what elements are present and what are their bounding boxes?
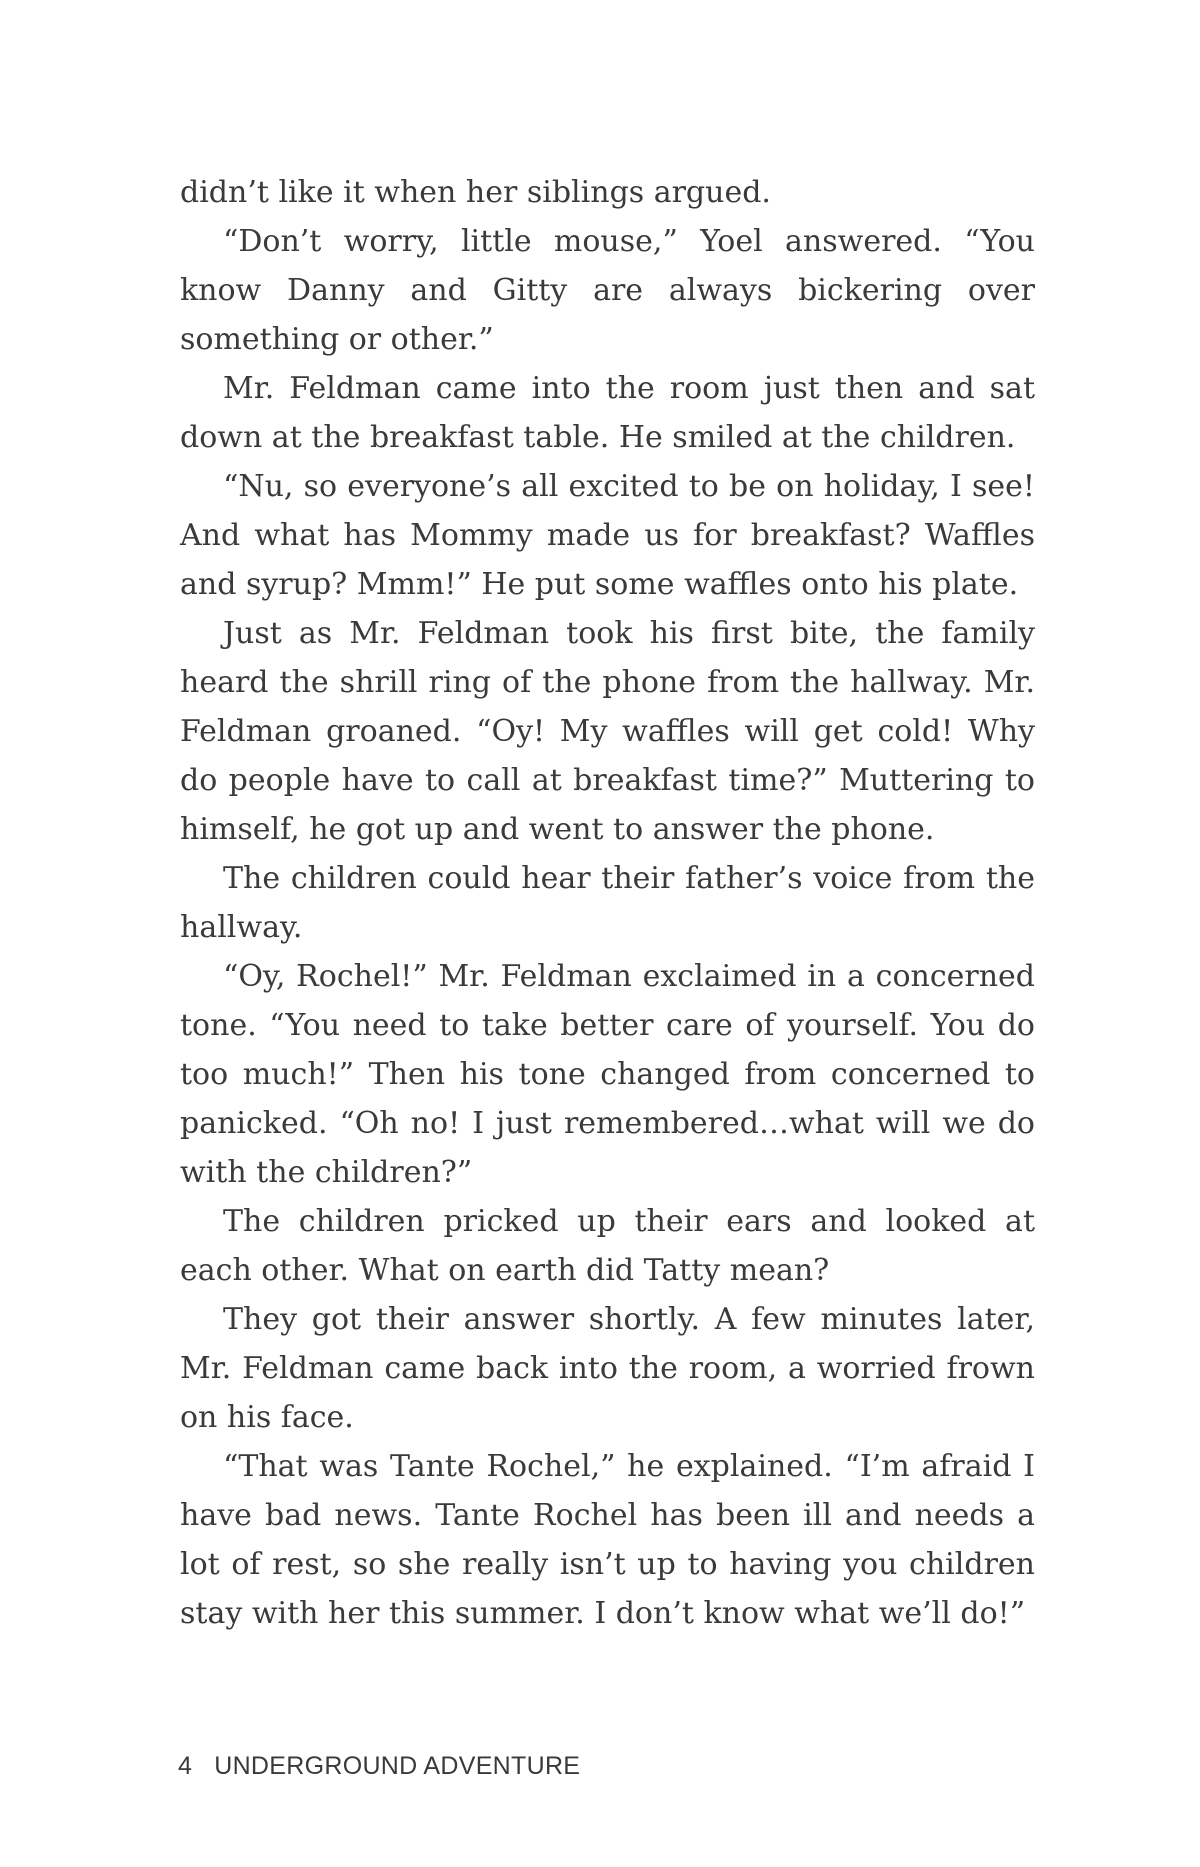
paragraph: “Don’t worry, little mouse,” Yoel answered. “You know Danny and Gitty are always bickering over something or other.”	[180, 224, 1035, 357]
paragraph: The children pricked up their ears and looked at each other. What on earth did Tatty mean?	[180, 1204, 1035, 1288]
paragraph: Mr. Feldman came into the room just then and sat down at the breakfast table. He smiled at the children.	[180, 371, 1035, 455]
body-text	[180, 168, 1035, 1638]
paragraph-continuation: didn’t like it when her siblings argued.	[180, 175, 771, 210]
page-number: 4	[178, 1752, 193, 1780]
paragraph: “That was Tante Rochel,” he explained. “I’m afraid I have bad news. Tante Rochel has been ill and needs a lot of rest, so she really isn’t up to having you children stay with her this summer. I don’t know what we’ll do!”	[180, 1449, 1035, 1631]
running-title: UNDERGROUND ADVENTURE	[214, 1752, 581, 1780]
paragraph: “Nu, so everyone’s all excited to be on holiday, I see! And what has Mommy made us for breakfast? Waffles and syrup? Mmm!” He put some waffles onto his plate.	[180, 469, 1035, 602]
page-footer	[178, 1752, 580, 1781]
paragraph: Just as Mr. Feldman took his first bite, the family heard the shrill ring of the phone from the hallway. Mr. Feldman groaned. “Oy! My waffles will get cold! Why do people have to call at breakfast time?” Muttering to himself, he got up and went to answer the phone.	[180, 616, 1035, 847]
paragraph: The children could hear their father’s voice from the hallway.	[180, 861, 1035, 945]
paragraph: They got their answer shortly. A few minutes later, Mr. Feldman came back into the room, a worried frown on his face.	[180, 1302, 1035, 1435]
paragraph: “Oy, Rochel!” Mr. Feldman exclaimed in a concerned tone. “You need to take better care of yourself. You do too much!” Then his tone changed from concerned to panicked. “Oh no! I just remembered…what will we do with the children?”	[180, 959, 1035, 1190]
